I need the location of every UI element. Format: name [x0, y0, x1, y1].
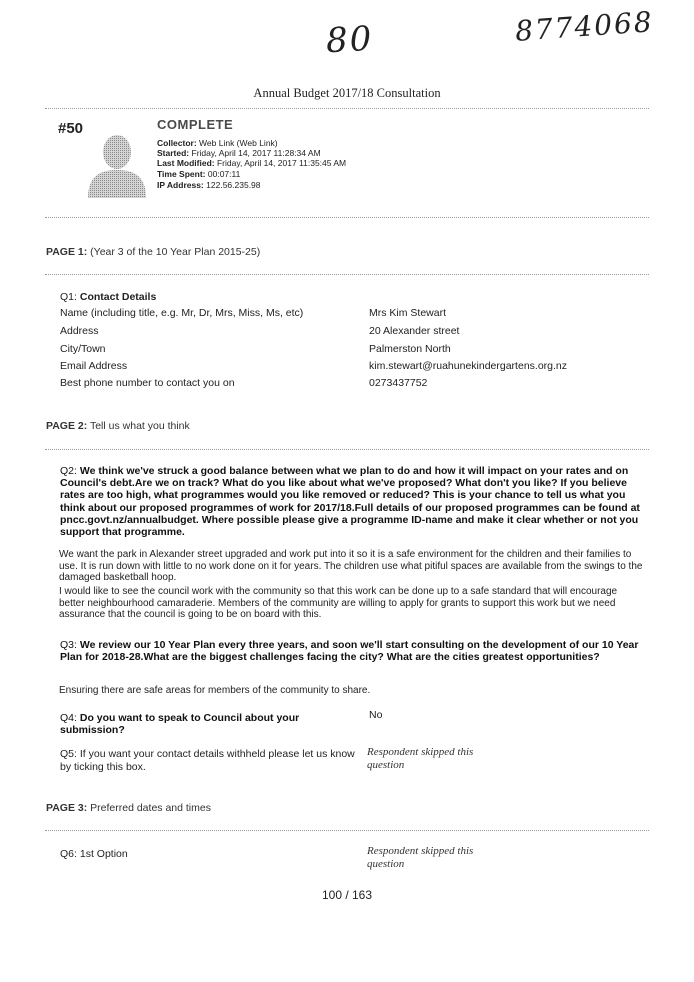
q5-question: Q5: If you want your contact details withheld please let us know by ticking this box.: [60, 748, 355, 773]
page-3-heading: PAGE 3: Preferred dates and times: [46, 802, 211, 814]
contact-name-label: Name (including title, e.g. Mr, Dr, Mrs, Miss, Ms, etc): [60, 307, 304, 319]
ip-address-line: IP Address: 122.56.235.98: [157, 180, 261, 190]
contact-address-value: 20 Alexander street: [369, 325, 460, 337]
contact-phone-label: Best phone number to contact you on: [60, 377, 235, 389]
page-2-heading: PAGE 2: Tell us what you think: [46, 420, 190, 432]
q3-question: Q3: We review our 10 Year Plan every three years, and soon we'll start consulting on the development of our 10 Year Plan for 2018-28.What are the biggest challenges facing the city? What are the cities greatest opportunities?: [60, 639, 639, 664]
q1-heading: Q1: Contact Details: [60, 291, 157, 303]
page-counter: 100 / 163: [321, 888, 373, 902]
divider: [45, 274, 649, 275]
divider: [45, 830, 649, 831]
contact-phone-value: 0273437752: [369, 377, 428, 389]
q2-answer-paragraph-1: We want the park in Alexander street upgraded and work put into it so it is a safe environment for the children and their families to use. It is run down with little to no work done on it for years. The children use what pitiful spaces are available from the swings to the damaged basketball hoop.: [59, 549, 643, 584]
collector-line: Collector: Web Link (Web Link): [157, 138, 278, 148]
contact-city-value: Palmerston North: [369, 343, 451, 355]
q2-question: Q2: We think we've struck a good balance between what we plan to do and how it will impact on your rates and on Council's debt.Are we on track? What do you like about what we've proposed? What don't you like? If you believe rates are too high, what programmes would you like removed or reduced? This is your chance to tell us what you think about our proposed programmes of work for 2017/18.Full details of our proposed programmes can be found at pncc.govt.nz/annualbudget. Where possible please give a programme ID-name and make it clear whether or not you support that programme.: [60, 465, 640, 539]
divider: [45, 449, 649, 450]
avatar-silhouette-icon: [86, 132, 148, 198]
q6-skipped-note: Respondent skipped this question: [367, 845, 474, 870]
divider: [45, 108, 649, 109]
contact-address-label: Address: [60, 325, 99, 337]
handwritten-reference-number: 8774068: [514, 5, 655, 48]
last-modified-line: Last Modified: Friday, April 14, 2017 11:35:45 AM: [157, 158, 347, 168]
started-line: Started: Friday, April 14, 2017 11:28:34 AM: [157, 148, 321, 158]
contact-name-value: Mrs Kim Stewart: [369, 307, 447, 319]
page-1-heading: PAGE 1: (Year 3 of the 10 Year Plan 2015-25): [46, 246, 261, 258]
q6-question: Q6: 1st Option: [60, 848, 128, 860]
q4-answer: No: [369, 709, 383, 721]
q4-question: Q4: Do you want to speak to Council about your submission?: [60, 712, 300, 737]
contact-email-label: Email Address: [60, 360, 128, 372]
document-title: Annual Budget 2017/18 Consultation: [253, 86, 441, 100]
time-spent-line: Time Spent: 00:07:11: [157, 169, 241, 179]
handwritten-page-mark: 80: [324, 18, 375, 62]
response-status: COMPLETE: [157, 117, 234, 132]
q3-answer: Ensuring there are safe areas for members of the community to share.: [59, 685, 371, 696]
contact-email-value: kim.stewart@ruahunekindergartens.org.nz: [369, 360, 568, 372]
q5-skipped-note: Respondent skipped this question: [367, 746, 474, 771]
divider: [45, 217, 649, 218]
contact-city-label: City/Town: [60, 343, 106, 355]
q2-answer-paragraph-2: I would like to see the council work with the community so that this work can be done up to a safe standard that will encourage better neighbourhood camaraderie. Members of the community are willing to apply for grants to support this work but we need assurance that the council is going to be on board with this.: [59, 586, 618, 621]
respondent-number: #50: [58, 120, 84, 137]
